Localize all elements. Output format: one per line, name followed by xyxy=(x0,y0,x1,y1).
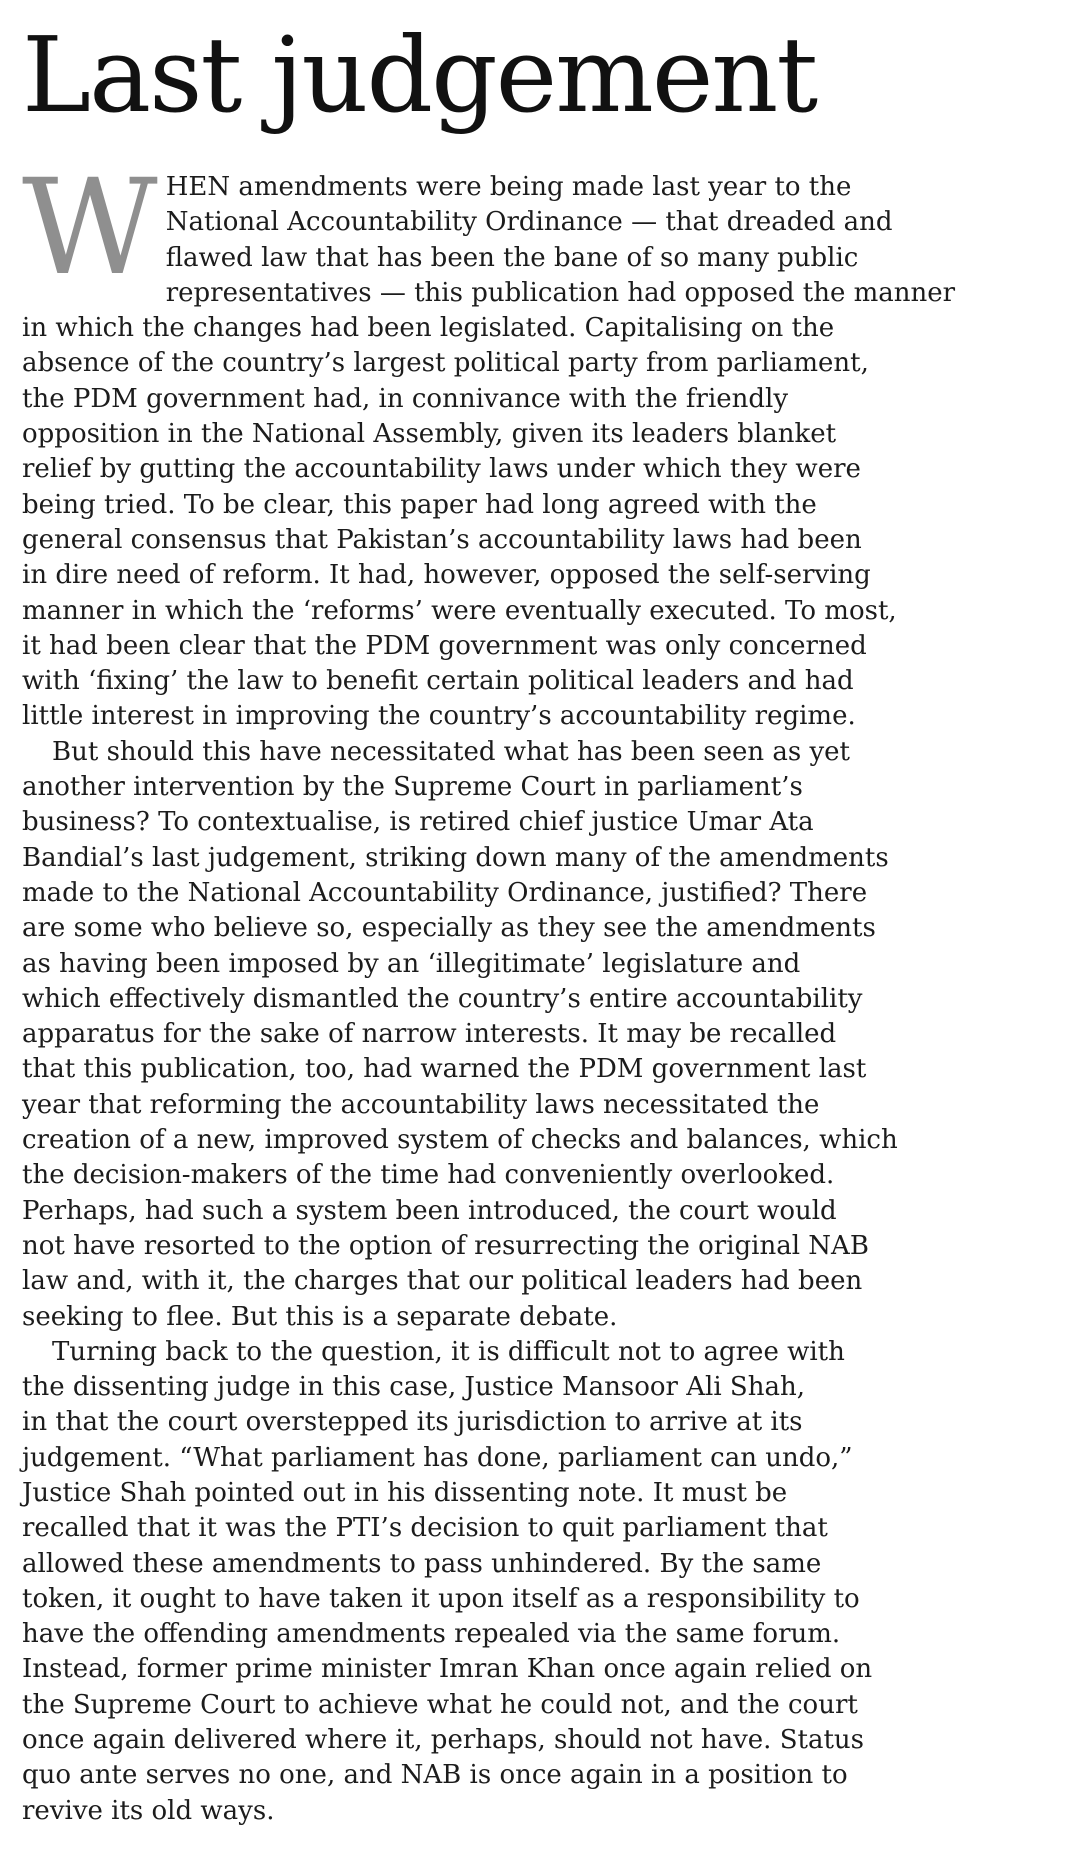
article-body xyxy=(22,151,1082,1829)
text-line: the dissenting judge in this case, Justice Mansoor Ali Shah, xyxy=(22,1372,805,1403)
text-line: as having been imposed by an ‘illegitimate’ legislature and xyxy=(22,948,801,979)
text-line: once again delivered where it, perhaps, should not have. Status xyxy=(22,1725,864,1756)
text-line: little interest in improving the country’s accountability regime. xyxy=(22,701,856,732)
text-line: manner in which the ‘reforms’ were eventually executed. To most, xyxy=(22,595,897,626)
text-line: year that reforming the accountability laws necessitated the xyxy=(22,1089,820,1120)
text-line: National Accountability Ordinance — that dreaded and xyxy=(165,207,893,238)
text-line: have the offending amendments repealed via the same forum. xyxy=(22,1619,841,1650)
text-line: that this publication, too, had warned the PDM government last xyxy=(22,1054,867,1085)
text-line: the Supreme Court to achieve what he could not, and the court xyxy=(22,1689,858,1720)
text-line: creation of a new, improved system of checks and balances, which xyxy=(22,1125,898,1156)
text-line: business? To contextualise, is retired chief justice Umar Ata xyxy=(22,807,814,838)
text-line: HEN amendments were being made last year to the xyxy=(165,172,852,202)
paragraph-2 xyxy=(22,735,1082,1335)
text-line: which effectively dismantled the country’s entire accountability xyxy=(22,983,863,1014)
text-line: seeking to flee. But this is a separate debate. xyxy=(22,1301,618,1332)
text-line: being tried. To be clear, this paper had long agreed with the xyxy=(22,489,817,520)
text-line: with ‘fixing’ the law to benefit certain political leaders and had xyxy=(22,666,854,697)
text-line: the decision-makers of the time had conveniently overlooked. xyxy=(22,1160,835,1191)
text-line: another intervention by the Supreme Court in parliament’s xyxy=(22,772,803,803)
text-line: made to the National Accountability Ordinance, justified? There xyxy=(22,877,868,908)
text-line: flawed law that has been the bane of so many public xyxy=(165,242,859,273)
text-line: judgement. “What parliament has done, parliament can undo,” xyxy=(22,1442,853,1473)
text-line: general consensus that Pakistan’s accountability laws had been xyxy=(22,524,862,555)
text-line: it had been clear that the PDM government was only concerned xyxy=(22,630,867,661)
text-line: recalled that it was the PTI’s decision to quit parliament that xyxy=(22,1513,828,1544)
text-line: opposition in the National Assembly, given its leaders blanket xyxy=(22,419,837,450)
paragraph-1 xyxy=(22,151,1082,735)
text-line: not have resorted to the option of resurrecting the original NAB xyxy=(22,1230,869,1261)
text-line: Instead, former prime minister Imran Khan once again relied on xyxy=(22,1654,873,1685)
editorial-article xyxy=(22,0,1082,1829)
paragraph-3 xyxy=(22,1335,1082,1829)
text-line: token, it ought to have taken it upon itself as a responsibility to xyxy=(22,1583,860,1614)
text-line: representatives — this publication had opposed the manner xyxy=(165,277,956,308)
text-line: are some who believe so, especially as they see the amendments xyxy=(22,913,876,944)
text-line: Bandial’s last judgement, striking down many of the amendments xyxy=(22,842,889,873)
text-line: in that the court overstepped its jurisdiction to arrive at its xyxy=(22,1407,803,1438)
text-line: apparatus for the sake of narrow interests. It may be recalled xyxy=(22,1019,837,1050)
text-line: Turning back to the question, it is difficult not to agree with xyxy=(52,1336,845,1367)
text-line: revive its old ways. xyxy=(22,1795,275,1826)
text-line: Perhaps, had such a system been introduced, the court would xyxy=(22,1195,837,1226)
text-line: in dire need of reform. It had, however, opposed the self-serving xyxy=(22,560,871,591)
text-line: absence of the country’s largest political party from parliament, xyxy=(22,348,869,379)
drop-cap: W xyxy=(22,151,158,305)
headline: Last judgement xyxy=(22,14,817,136)
text-line: quo ante serves no one, and NAB is once again in a position to xyxy=(22,1760,848,1791)
text-line: relief by gutting the accountability laws under which they were xyxy=(22,454,861,485)
text-line: Justice Shah pointed out in his dissenting note. It must be xyxy=(22,1477,788,1508)
text-line: law and, with it, the charges that our political leaders had been xyxy=(22,1266,863,1297)
text-line: in which the changes had been legislated. Capitalising on the xyxy=(22,313,835,344)
text-line: the PDM government had, in connivance with the friendly xyxy=(22,383,789,414)
text-line: allowed these amendments to pass unhindered. By the same xyxy=(22,1548,822,1579)
text-line: But should this have necessitated what has been seen as yet xyxy=(52,736,851,767)
